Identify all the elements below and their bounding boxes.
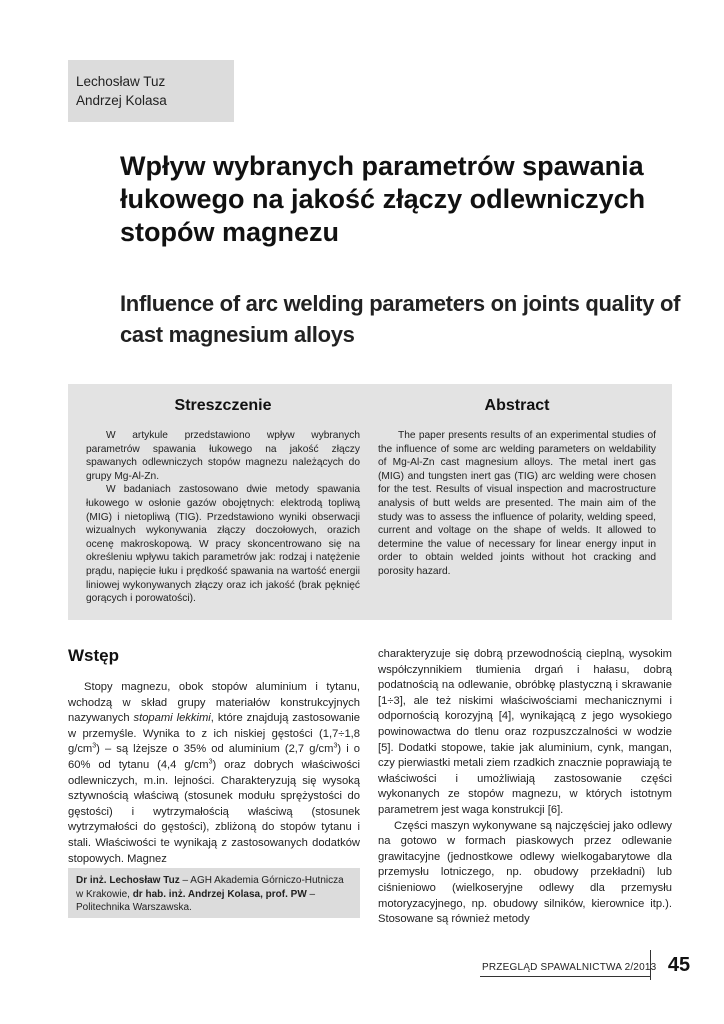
- streszczenie-column: [86, 384, 360, 620]
- superscript: 3: [92, 742, 97, 750]
- affiliation-author: dr hab. inż. Andrzej Kolasa, prof. PW: [132, 888, 307, 900]
- section-heading: Wstęp: [68, 646, 119, 665]
- body-column-left: [68, 680, 360, 867]
- streszczenie-heading: Streszczenie: [174, 397, 272, 414]
- journal-name: PRZEGLĄD SPAWALNICTWA 2/2013: [482, 962, 657, 973]
- body-paragraph: Części maszyn wykonywane są najczęściej jako odlewy na gotowo w formach piaskowych przez odlewanie grawitacyjne (jednostkowe odlewy wielkogabarytowe dla przemysłu lotniczego, np. obudowy przekładni) lub ciśnieniowo (wielkoseryjne odlewy dla przemysłu motoryzacyjnego, np. obudowy silników, kierownice itp.). Stosowane są również metody: [378, 819, 672, 926]
- emphasis-text: stopami lekkimi: [133, 712, 211, 725]
- text-run: ) i o 60% od tytanu (4,4 g/cm: [68, 743, 361, 771]
- body-paragraph: charakteryzuje się dobrą przewodnością cieplną, wysokim współczynnikiem tłumienia drgań i hałasu, dobrą podatnością na odlewanie, obróbkę plastyczną i skrawanie [1÷3], ale też niskimi właściwościami mechanicznymi i odpornością korozyjną [4], wynikającą z jego wysokiego powinowactwa do tlenu oraz rozpuszczalności w wodzie [5]. Dodatki stopowe, takie jak aluminium, cynk, mangan, czy pierwiastki metali ziem rzadkich znacznie poprawiają te właściwości i umożliwiają zastosowanie części wykonanych ze stopów magnezu, w których istotnym parametrem jest waga konstrukcji [6].: [378, 648, 672, 816]
- streszczenie-text: [86, 429, 360, 606]
- abstract-column: [378, 384, 656, 620]
- affiliation-box: [68, 868, 360, 918]
- affiliation-author: Dr inż. Lechosław Tuz: [76, 875, 180, 886]
- abstract-text: [378, 429, 656, 579]
- superscript: 3: [333, 742, 338, 750]
- abstract-paragraph: The paper presents results of an experimental studies of the influence of some arc welding parameters on weldability of Mg-Al-Zn cast magnesium alloys. The metal inert gas (MIG) and tungsten inert gas (TIG) arc welding were chosen for the test. Results of visual inspection and macrostructure analysis of butt welds are presented. The main aim of the study was to assess the influence of polarity, welding speed, current and voltage on the shape of welds. It allowed to determine the value of necessary for linear energy input in order to obtain welded joints without hot cracking and porosity hazard.: [378, 430, 656, 577]
- footer-divider: [480, 976, 650, 977]
- affiliation-text: – Politechnika Warszawska.: [76, 888, 316, 913]
- text-run: , które znajdują zastosowanie w przemyśle. Wynika to z ich niskiej gęstości (1,7÷1,8 g/cm: [68, 712, 361, 756]
- author-name: Lechosław Tuz: [76, 74, 166, 89]
- streszczenie-paragraph: W badaniach zastosowano dwie metody spawania łukowego w osłonie gazów obojętnych: elektrodą topliwą (MIG) i nietopliwą (TIG). Przedstawiono wyniki obserwacji wizualnych wykonywania złączy doczołowych, orazich ocenę makroskopową. W pracy skoncentrowano się na określeniu wpływu takich parametrów jak: rodzaj i natężenie prądu, napięcie łuku i prędkość spawania na wartość energii liniowej wykonywanych złączy oraz ich jakość (brak pęknięć gorących i porowatości).: [86, 484, 360, 605]
- article-title-polish: Wpływ wybranych parametrów spawania łukowego na jakość złączy odlewniczych stopów magnezu: [120, 151, 646, 247]
- authors-box: [68, 60, 234, 122]
- body-paragraph: [68, 680, 360, 867]
- text-run: ) – są lżejsze o 35% od aluminium (2,7 g/cm: [96, 743, 334, 756]
- article-title-english: Influence of arc welding parameters on joints quality of cast magnesium alloys: [120, 291, 681, 347]
- text-run: Stopy magnezu, obok stopów aluminium i tytanu, wchodzą w skład grupy materiałów konstrukcyjnych nazywanych: [68, 681, 360, 725]
- superscript: 3: [208, 758, 213, 766]
- abstract-heading: Abstract: [484, 397, 550, 414]
- page-number: 45: [650, 950, 707, 980]
- streszczenie-paragraph: W artykule przedstawiono wpływ wybranych parametrów spawania łukowego na jakość złączy spawanych odlewniczych stopów magnezu należących do grupy Mg-Al-Zn.: [86, 430, 360, 482]
- body-column-right: [378, 647, 672, 928]
- affiliation-text: – AGH Akademia Górniczo-Hutnicza w Krakowie,: [76, 875, 344, 900]
- author-name: Andrzej Kolasa: [76, 93, 167, 108]
- abstract-box: [68, 384, 672, 620]
- text-run: ) oraz dobrych właściwości odlewniczych, m.in. lejności. Charakteryzują się wysoką sztywnością właściwą (stosunek modułu sprężystości do gęstości) i wytrzymałością właściwą (stosunek wytrzymałości do gęstości), zbliżoną do stopów tytanu i stali. Właściwości te wynikają z zastosowanych dodatków stopowych. Magnez: [68, 758, 360, 865]
